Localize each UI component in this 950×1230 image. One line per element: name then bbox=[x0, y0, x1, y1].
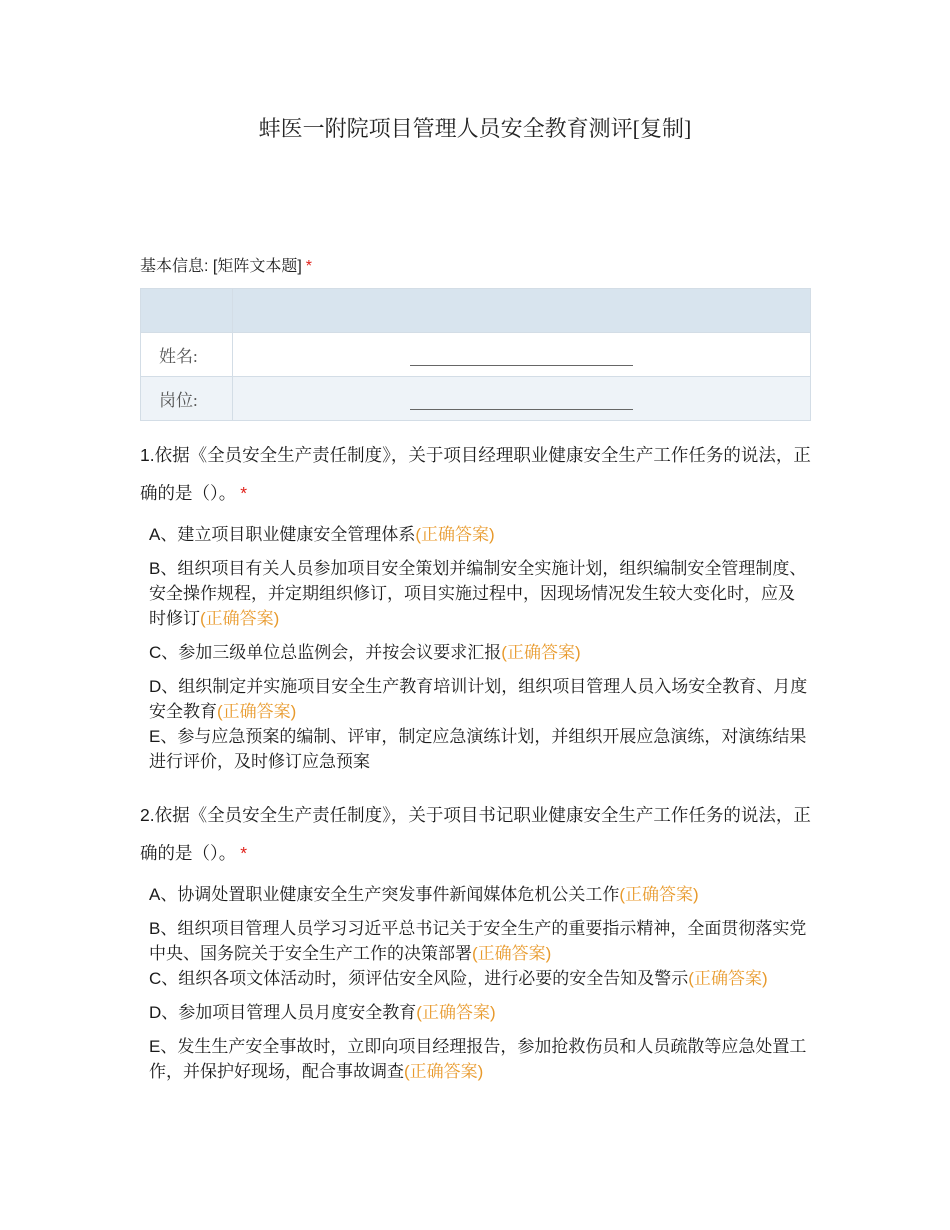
correct-answer-tag: (正确答案) bbox=[501, 643, 581, 662]
option-1d[interactable] bbox=[149, 674, 809, 724]
question-2-stem bbox=[140, 796, 815, 872]
name-input-line[interactable] bbox=[410, 364, 633, 366]
required-mark: * bbox=[305, 258, 313, 275]
correct-answer-tag: (正确答案) bbox=[472, 944, 552, 963]
name-input-cell[interactable] bbox=[233, 333, 811, 377]
correct-answer-tag: (正确答案) bbox=[619, 885, 699, 904]
correct-answer-tag: (正确答案) bbox=[416, 1003, 496, 1022]
option-1a[interactable] bbox=[149, 522, 809, 547]
option-text: D、参加项目管理人员月度安全教育 bbox=[149, 1003, 417, 1022]
position-input-line[interactable] bbox=[410, 408, 633, 410]
option-text: D、组织制定并实施项目安全生产教育培训计划，组织项目管理人员入场安全教育、月度安全教育 bbox=[149, 677, 808, 721]
page-title: 蚌医一附院项目管理人员安全教育测评[复制] bbox=[258, 116, 692, 141]
option-1e[interactable] bbox=[149, 724, 809, 774]
question-1 bbox=[140, 436, 815, 783]
correct-answer-tag: (正确答案) bbox=[217, 702, 297, 721]
option-2a[interactable] bbox=[149, 882, 809, 907]
option-1b[interactable] bbox=[149, 556, 809, 631]
option-2c[interactable] bbox=[149, 966, 809, 991]
position-input-cell[interactable] bbox=[233, 377, 811, 421]
option-text: A、建立项目职业健康安全管理体系 bbox=[149, 525, 416, 544]
option-text: E、发生生产安全事故时，立即向项目经理报告，参加抢救伤员和人员疏散等应急处置工作，并保护好现场，配合事故调查 bbox=[149, 1037, 807, 1081]
table-row-position bbox=[141, 377, 811, 421]
header-cell-value bbox=[233, 289, 811, 333]
option-2d[interactable] bbox=[149, 1000, 809, 1025]
question-1-stem bbox=[140, 436, 815, 512]
name-label: 姓名: bbox=[141, 333, 233, 377]
option-2b[interactable] bbox=[149, 916, 809, 966]
correct-answer-tag: (正确答案) bbox=[200, 609, 280, 628]
required-mark: * bbox=[240, 483, 248, 503]
required-mark: * bbox=[240, 843, 248, 863]
option-text: B、组织项目有关人员参加项目安全策划并编制安全实施计划，组织编制安全管理制度、安全操作规程，并定期组织修订，项目实施过程中，因现场情况发生较大变化时，应及时修订 bbox=[149, 559, 807, 628]
table-row-name bbox=[141, 333, 811, 377]
correct-answer-tag: (正确答案) bbox=[688, 969, 768, 988]
option-1c[interactable] bbox=[149, 640, 809, 665]
basic-info-label bbox=[140, 253, 312, 276]
option-text: A、协调处置职业健康安全生产突发事件新闻媒体危机公关工作 bbox=[149, 885, 620, 904]
option-text: C、组织各项文体活动时，须评估安全风险，进行必要的安全告知及警示 bbox=[149, 969, 689, 988]
basic-info-text: 基本信息: [矩阵文本题] bbox=[140, 258, 302, 275]
table-header-row bbox=[141, 289, 811, 333]
correct-answer-tag: (正确答案) bbox=[404, 1062, 484, 1081]
option-text: B、组织项目管理人员学习习近平总书记关于安全生产的重要指示精神，全面贯彻落实党中央、国务院关于安全生产工作的决策部署 bbox=[149, 919, 807, 963]
position-label: 岗位: bbox=[141, 377, 233, 421]
basic-info-table bbox=[140, 288, 811, 421]
question-2-options bbox=[140, 882, 815, 1084]
header-cell-label bbox=[141, 289, 233, 333]
option-text: C、参加三级单位总监例会，并按会议要求汇报 bbox=[149, 643, 502, 662]
question-2-text: 2.依据《全员安全生产责任制度》，关于项目书记职业健康安全生产工作任务的说法，正确的是（）。 bbox=[140, 805, 811, 863]
option-2e[interactable] bbox=[149, 1034, 809, 1084]
question-1-options bbox=[140, 522, 815, 774]
correct-answer-tag: (正确答案) bbox=[415, 525, 495, 544]
question-1-text: 1.依据《全员安全生产责任制度》，关于项目经理职业健康安全生产工作任务的说法，正确的是（）。 bbox=[140, 445, 811, 503]
option-text: E、参与应急预案的编制、评审，制定应急演练计划，并组织开展应急演练，对演练结果进行评价，及时修订应急预案 bbox=[149, 727, 807, 771]
question-2 bbox=[140, 796, 815, 1093]
